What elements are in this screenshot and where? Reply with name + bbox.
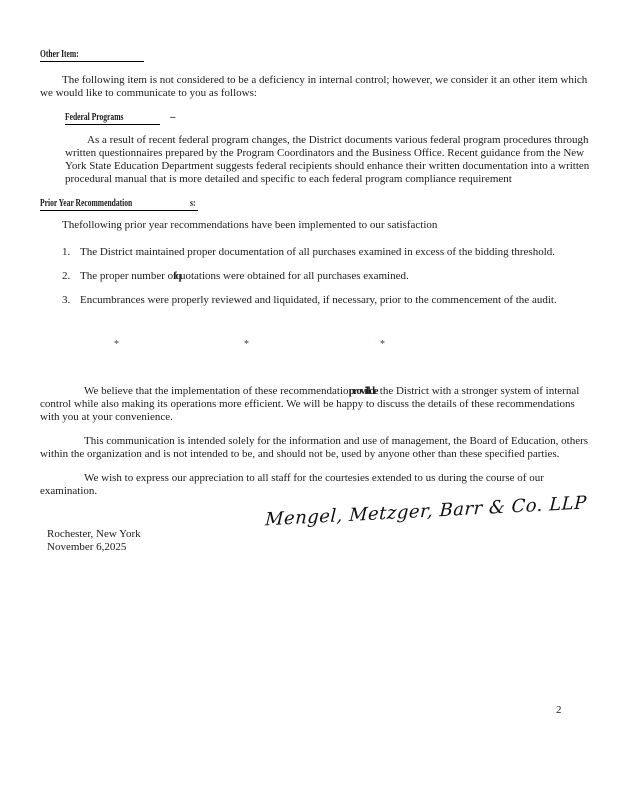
paragraph-federal-body: As a result of recent federal program changes, the District documents various federal program procedures through written questionnaires prepared by the Program Coordinators and the Business Office. Recent guidance from the New York State Education Department suggests federal recipients should enhance their written documentation into a written procedural manual that is more detailed and specific to each federal program compliance requirement — [65, 134, 590, 185]
list-item-2 — [40, 270, 592, 283]
paragraph-believe — [40, 385, 592, 424]
closing-city: Rochester, New York — [47, 528, 141, 540]
list-item-2-text — [80, 270, 409, 283]
heading-other-item — [40, 48, 592, 62]
paragraph-believe-pre: We believe that the implementation of these recommendatio — [84, 385, 349, 397]
list-item-3 — [40, 294, 592, 307]
paragraph-believe-overlap: provillde — [348, 385, 378, 397]
closing-date: November 6,2025 — [47, 541, 127, 553]
list-item-2-text-overlap: fq — [173, 270, 180, 282]
paragraph-prior-intro: Thefollowing prior year recommendations have been implemented to our satisfaction — [62, 219, 438, 231]
asterisk-icon: * — [114, 339, 119, 350]
list-item-1 — [40, 246, 592, 259]
heading-prior-year — [40, 197, 592, 211]
heading-prior-suffix: s: — [190, 198, 196, 209]
heading-federal-underline — [65, 112, 160, 125]
prior-year-list — [40, 246, 592, 307]
heading-other-item-underline — [40, 49, 144, 62]
heading-prior-label: Prior Year Recommendation — [40, 198, 133, 209]
list-item-2-number: 2. — [62, 270, 71, 282]
asterisk-icon: * — [244, 339, 249, 350]
heading-prior-underline — [40, 198, 198, 211]
asterisk-icon: * — [380, 339, 385, 350]
page-number: 2 — [556, 704, 562, 716]
paragraph-intro: The following item is not considered to be a deficiency in internal control; however, we consider it an other item which we would like to communicate to you as follows: — [40, 74, 588, 99]
list-item-3-number: 3. — [62, 294, 71, 306]
list-item-1-number: 1. — [62, 246, 71, 258]
heading-federal-label: Federal Programs — [65, 112, 124, 123]
list-item-3-text: Encumbrances were properly reviewed and liquidated, if necessary, prior to the commencement of the audit. — [80, 294, 557, 306]
paragraph-communication: This communication is intended solely for the information and use of management, the Board of Education, others within the organization and is not intended to be, and should not be, used by anyone other than these specified parties. — [40, 435, 589, 460]
heading-federal-programs — [65, 111, 592, 125]
list-item-2-text-pre: The proper number o — [80, 270, 174, 282]
paragraph-believe-post: the District with a stronger system of internal control while also making its operations more efficient. We will be happy to discuss the details of these recommendations with you at your convenience. — [40, 385, 580, 423]
list-item-2-text-post: uotations were obtained for all purchases examined. — [179, 270, 409, 282]
heading-federal-dash: – — [170, 112, 176, 123]
heading-other-item-label: Other Item: — [40, 49, 79, 60]
closing-block — [40, 492, 592, 602]
paragraph-appreciation: We wish to express our appreciation to all staff for the courtesies extended to us during the course of our examination. — [40, 472, 544, 497]
asterisk-separator — [40, 338, 592, 351]
signature-script: Mengel, Metzger, Barr & Co. LLP — [264, 492, 588, 531]
list-item-1-text: The District maintained proper documentation of all purchases examined in excess of the bidding threshold. — [80, 246, 556, 258]
